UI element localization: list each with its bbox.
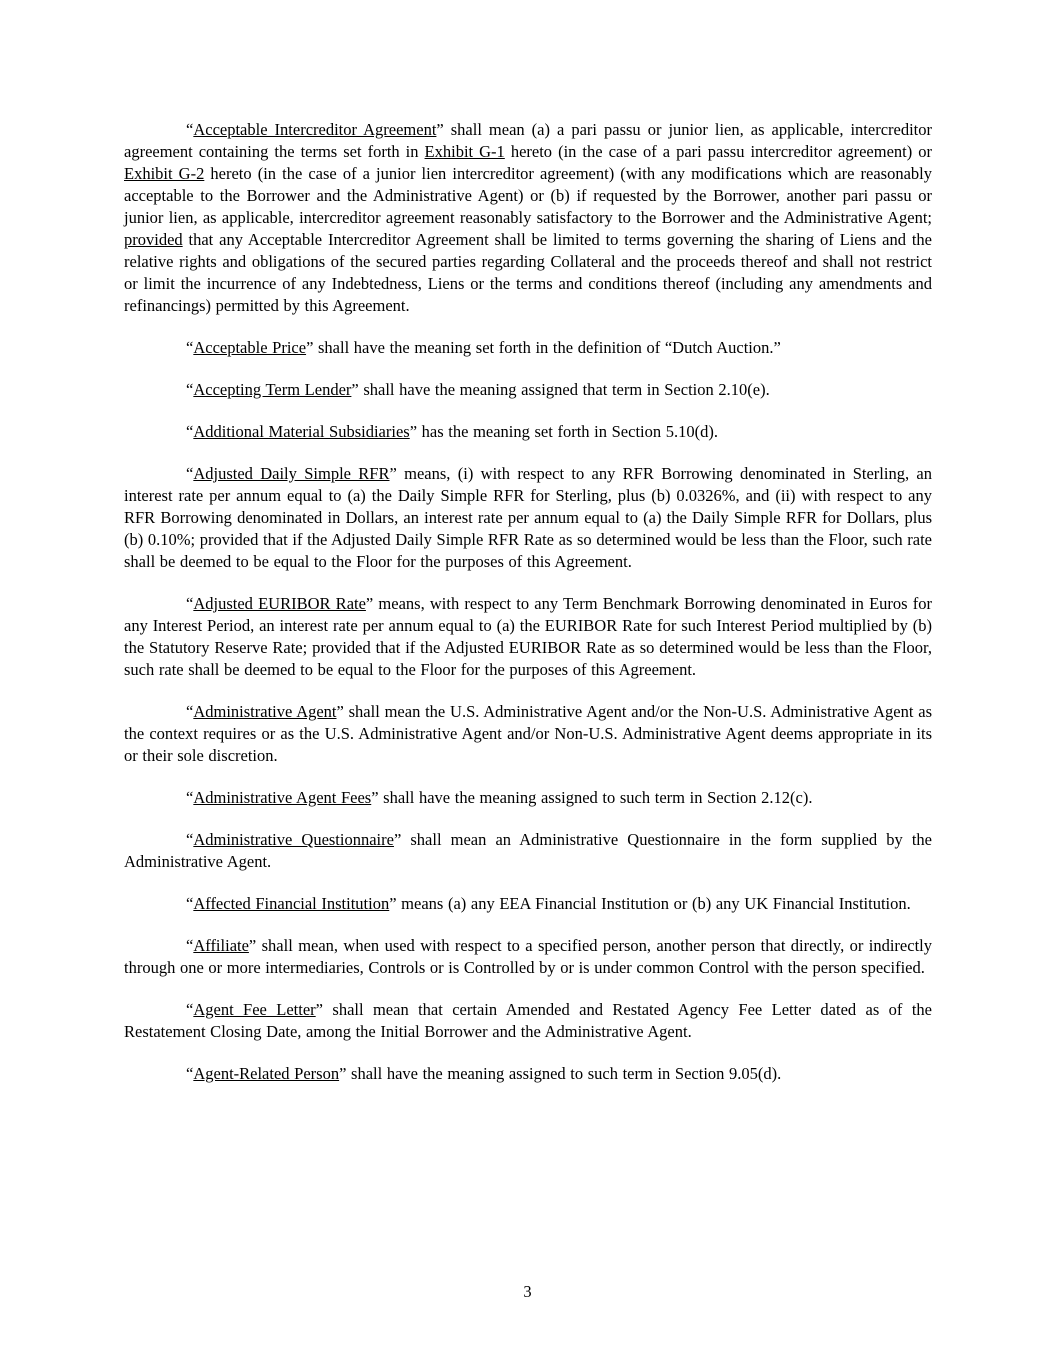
definition-paragraph: [124, 463, 932, 573]
paragraph-text: ” shall have the meaning assigned to such term in Section 9.05(d).: [339, 1064, 782, 1083]
defined-term: Acceptable Intercreditor Agreement: [193, 120, 437, 139]
paragraph-text: “: [186, 422, 194, 441]
defined-term: Exhibit G-1: [424, 142, 505, 161]
definition-paragraph: [124, 421, 932, 443]
defined-term: Administrative Agent: [193, 702, 337, 721]
defined-term: Adjusted EURIBOR Rate: [193, 594, 366, 613]
paragraph-text: ” has the meaning set forth in Section 5.10(d).: [409, 422, 718, 441]
page-number: 3: [523, 1282, 532, 1301]
definition-paragraph: [124, 893, 932, 915]
definition-paragraph: [124, 701, 932, 767]
paragraph-text: “: [186, 464, 194, 483]
definition-paragraph: [124, 119, 932, 317]
paragraph-text: ” shall mean the U.S. Administrative Agent and/or the Non-U.S. Administrative Agent as the context requires or as the U.S. Administrative Agent and/or Non-U.S. Administrative Agent deems appropriate in its or their sole discretion.: [124, 702, 932, 765]
paragraph-text: “: [186, 702, 194, 721]
paragraph-text: ” shall have the meaning assigned that term in Section 2.10(e).: [351, 380, 770, 399]
definition-paragraph: [124, 593, 932, 681]
document-body: [124, 119, 932, 1085]
definition-paragraph: [124, 337, 932, 359]
definition-paragraph: [124, 379, 932, 401]
paragraph-text: that any Acceptable Intercreditor Agreement shall be limited to terms governing the sharing of Liens and the relative rights and obligations of the secured parties regarding Collateral and the proceeds thereof and shall not restrict or limit the incurrence of any Indebtedness, Liens or the terms and conditions thereof (including any amendments and refinancings) permitted by this Agreement.: [124, 230, 932, 315]
paragraph-text: “: [186, 380, 194, 399]
defined-term: Adjusted Daily Simple RFR: [193, 464, 390, 483]
paragraph-text: “: [186, 788, 194, 807]
paragraph-text: ” shall have the meaning set forth in the definition of “Dutch Auction.”: [306, 338, 781, 357]
paragraph-text: hereto (in the case of a junior lien intercreditor agreement) (with any modifications which are reasonably acceptable to the Borrower and the Administrative Agent) or (b) if requested by the Borrower, another pari passu or junior lien, as applicable, intercreditor agreement reasonably satisfactory to the Borrower and the Administrative Agent;: [124, 164, 932, 227]
paragraph-text: “: [186, 338, 194, 357]
paragraph-text: “: [186, 936, 194, 955]
defined-term: Additional Material Subsidiaries: [193, 422, 410, 441]
paragraph-text: ” means, (i) with respect to any RFR Borrowing denominated in Sterling, an interest rate per annum equal to (a) the Daily Simple RFR for Sterling, plus (b) 0.0326%, and (ii) with respect to any RFR Borrowing denominated in Dollars, an interest rate per annum equal to (a) the Daily Simple RFR for Dollars, plus (b) 0.10%; provided that if the Adjusted Daily Simple RFR Rate as so determined would be less than the Floor, such rate shall be deemed to be equal to the Floor for the purposes of this Agreement.: [124, 464, 932, 571]
paragraph-text: “: [186, 1000, 194, 1019]
defined-term: Affiliate: [193, 936, 249, 955]
paragraph-text: ” shall mean, when used with respect to a specified person, another person that directly, or indirectly through one or more intermediaries, Controls or is Controlled by or is under common Control with the person specified.: [124, 936, 932, 977]
paragraph-text: “: [186, 1064, 194, 1083]
paragraph-text: ” shall mean (a) a pari passu or junior lien, as applicable, intercreditor agreement containing the terms set forth in: [124, 120, 932, 161]
paragraph-text: ” means (a) any EEA Financial Institution or (b) any UK Financial Institution.: [389, 894, 911, 913]
paragraph-text: ” shall mean an Administrative Questionnaire in the form supplied by the Administrative Agent.: [124, 830, 932, 871]
definition-paragraph: [124, 829, 932, 873]
defined-term: Agent Fee Letter: [193, 1000, 316, 1019]
defined-term: Accepting Term Lender: [193, 380, 352, 399]
paragraph-text: “: [186, 894, 194, 913]
defined-term: provided: [124, 230, 183, 249]
defined-term: Affected Financial Institution: [193, 894, 390, 913]
paragraph-text: “: [186, 120, 194, 139]
definition-paragraph: [124, 787, 932, 809]
paragraph-text: “: [186, 830, 194, 849]
definition-paragraph: [124, 935, 932, 979]
definition-paragraph: [124, 1063, 932, 1085]
paragraph-text: ” shall have the meaning assigned to such term in Section 2.12(c).: [371, 788, 813, 807]
defined-term: Exhibit G-2: [124, 164, 205, 183]
defined-term: Administrative Questionnaire: [193, 830, 394, 849]
paragraph-text: “: [186, 594, 194, 613]
paragraph-text: ” means, with respect to any Term Benchmark Borrowing denominated in Euros for any Interest Period, an interest rate per annum equal to (a) the EURIBOR Rate for such Interest Period multiplied by (b) the Statutory Reserve Rate; provided that if the Adjusted EURIBOR Rate as so determined would be less than the Floor, such rate shall be deemed to be equal to the Floor for the purposes of this Agreement.: [124, 594, 932, 679]
defined-term: Administrative Agent Fees: [193, 788, 372, 807]
definition-paragraph: [124, 999, 932, 1043]
paragraph-text: ” shall mean that certain Amended and Restated Agency Fee Letter dated as of the Restatement Closing Date, among the Initial Borrower and the Administrative Agent.: [124, 1000, 932, 1041]
defined-term: Agent-Related Person: [193, 1064, 340, 1083]
defined-term: Acceptable Price: [193, 338, 307, 357]
paragraph-text: hereto (in the case of a pari passu intercreditor agreement) or: [504, 142, 932, 161]
